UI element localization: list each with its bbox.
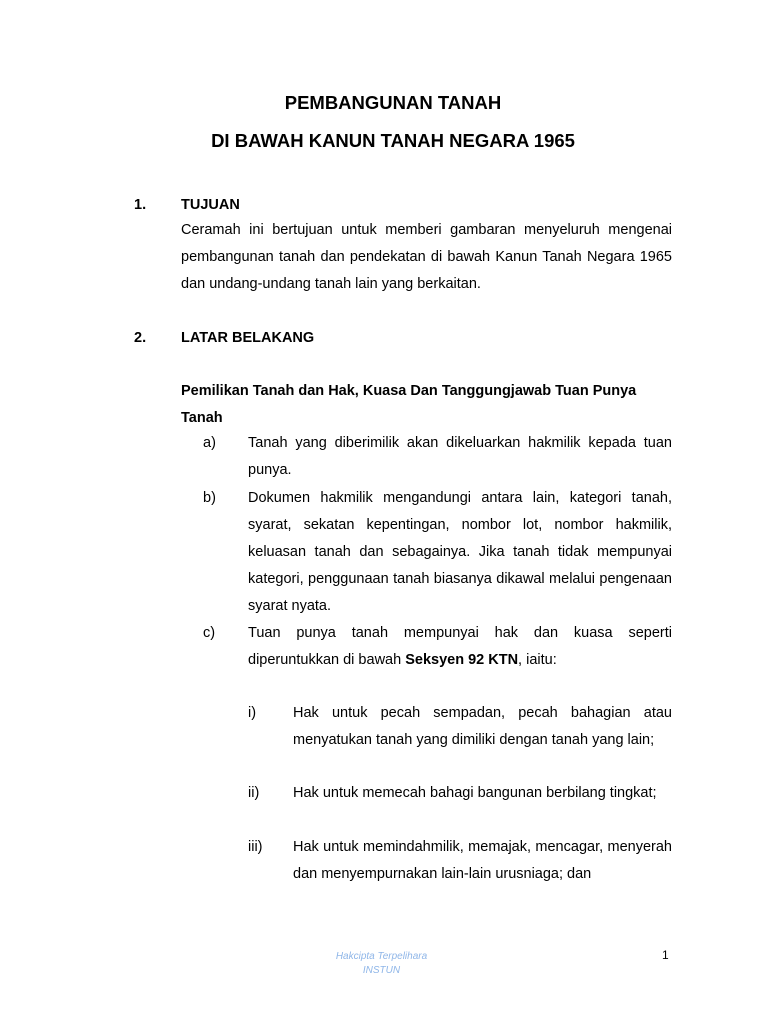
list-item-label: a) (203, 435, 216, 451)
sublist-item-text: Hak untuk pecah sempadan, pecah bahagian atau menyatukan tanah yang dimiliki dengan tanah yang lain; (293, 705, 672, 748)
sublist-item-text: Hak untuk memecah bahagi bangunan berbilang tingkat; (293, 785, 657, 801)
page-number: 1 (662, 948, 669, 962)
section2-heading: LATAR BELAKANG (181, 330, 315, 346)
sublist-item-label: ii) (248, 785, 260, 801)
sublist-item-label: iii) (248, 839, 263, 855)
footer-copyright-line2: INSTUN (362, 965, 401, 976)
list-item-label: c) (203, 625, 216, 641)
section1-body: Ceramah ini bertujuan untuk memberi gambaran menyeluruh mengenai pembangunan tanah dan pendekatan di bawah Kanun Tanah Negara 1965 dan undang-undang tanah lain yang berkaitan. (181, 222, 672, 292)
section1-number: 1. (134, 197, 147, 213)
list-item-text: Tanah yang diberimilik akan dikeluarkan hakmilik kepada tuan punya. (248, 435, 672, 478)
section-reference: Seksyen 92 KTN (405, 652, 519, 668)
list-item-text-part: Tuan punya tanah mempunyai hak dan kuasa seperti diperuntukkan di bawah (248, 625, 672, 668)
list-item-label: b) (203, 490, 216, 506)
list-item-text-part: , iaitu: (518, 652, 557, 668)
section1-heading: TUJUAN (181, 197, 240, 213)
document-title-line2: DI BAWAH KANUN TANAH NEGARA 1965 (211, 130, 575, 151)
footer-copyright-line1: Hakcipta Terpelihara (335, 951, 428, 962)
sublist-item-label: i) (248, 705, 257, 721)
list-item-text (248, 620, 672, 674)
section2-subheading: Pemilikan Tanah dan Hak, Kuasa Dan Tanggungjawab Tuan Punya Tanah (181, 383, 637, 426)
section2-number: 2. (134, 330, 147, 346)
list-item-text: Dokumen hakmilik mengandungi antara lain, kategori tanah, syarat, sekatan kepentingan, nombor lot, nombor hakmilik, keluasan tanah dan sebagainya. Jika tanah tidak mempunyai kategori, penggunaan tanah biasanya dikawal melalui pengenaan syarat nyata. (248, 490, 672, 614)
sublist-item-text: Hak untuk memindahmilik, memajak, mencagar, menyerah dan menyempurnakan lain-lain urusniaga; dan (293, 839, 672, 882)
document-title-line1: PEMBANGUNAN TANAH (284, 92, 502, 113)
